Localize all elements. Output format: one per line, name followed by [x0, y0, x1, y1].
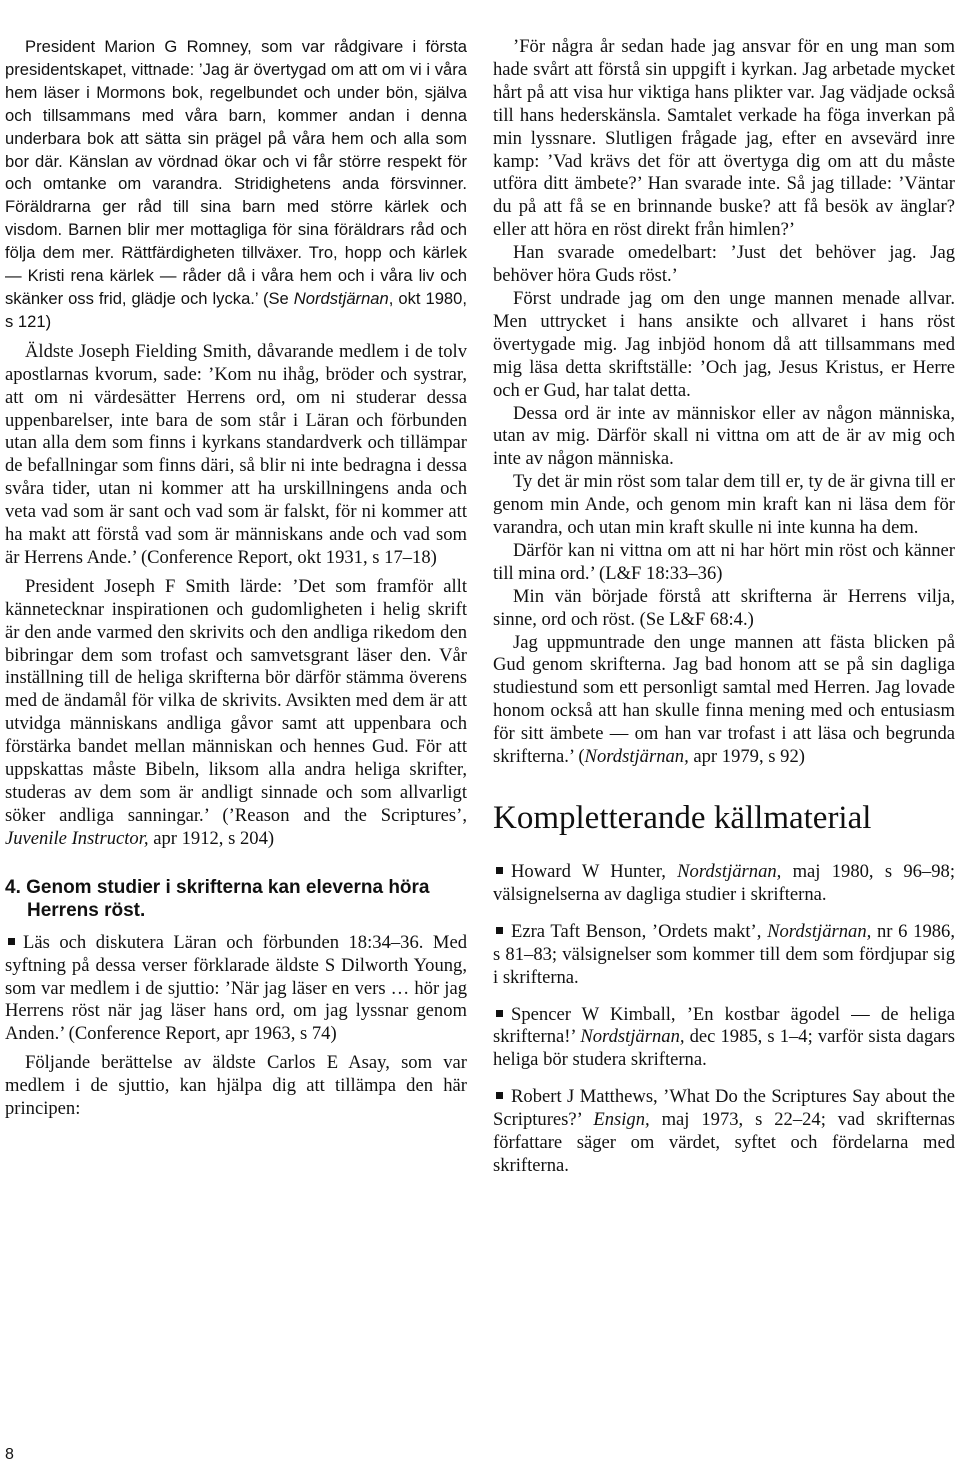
bullet-icon [496, 1092, 503, 1099]
asay-paragraph-7: Min vän började förstå att skrifterna är Herrens vilja, sinne, ord och röst. (Se L&F 68:4.) [493, 585, 955, 630]
reference-item: Howard W Hunter, Nordstjärnan, maj 1980, s 96–98; välsignelserna av dagliga studier i skrifterna. [493, 861, 955, 905]
reference-item: Robert J Matthews, ’What Do the Scriptures Say about the Scriptures?’ Ensign, maj 1973, s 22–24; vad skrifternas författare säger om värdet, syftet och fördelarna med skrifterna. [493, 1086, 955, 1176]
section-heading: 4. Genom studier i skrifterna kan eleverna höra Herrens röst. [5, 876, 430, 921]
asay-paragraph-6: Därför kan ni vittna om att ni har hört min röst och känner till mina ord.’ (L&F 18:33–36) [493, 539, 955, 584]
reference-item: Ezra Taft Benson, ’Ordets makt’, Nordstjärnan, nr 6 1986, s 81–83; välsignelser som kommer till dem som fördjupar sig i skrifterna. [493, 920, 955, 988]
supplementary-title: Kompletterande källmaterial [493, 800, 872, 836]
asay-paragraph-2: Han svarade omedelbart: ’Just det behöver jag. Jag behöver höra Guds röst.’ [493, 242, 955, 287]
asay-intro: Följande berättelse av äldste Carlos E Asay, som var medlem i de sjuttio, kan hjälpa dig att tillämpa den här principen: [5, 1052, 467, 1120]
bullet-icon [496, 867, 503, 874]
bullet-icon [496, 1010, 503, 1017]
asay-paragraph-8: Jag uppmuntrade den unge mannen att fästa blicken på Gud genom skrifterna. Jag bad honom att se på sin dagliga studiestund som ett personligt samtal med Herren. Jag lovade honom också att han skulle finna mening med och entusiasm för sitt ämbete — om han var trofast i att läsa och begrunda skrifterna.’ (Nordstjärnan, apr 1979, s 92) [493, 631, 955, 768]
right-column [493, 36, 955, 1192]
left-column [5, 36, 467, 1121]
romney-quote: President Marion G Romney, som var rådgivare i första presidentskapet, vittnade: ’Jag är övertygad om att om vi i våra hem läser i Mormons bok, regelbundet och under bön, själva och tillsammans med våra barn, kommer andan i denna underbara bok att sätta sin prägel på våra hem och alla som bor där. Känslan av vördnad ökar och vi får större respekt för och omtanke om varandra. Stridighetens anda försvinner. Föräldrarna ger råd till sina barn med större kärlek och visdom. Barnen blir mer mottagliga för sina föräldrars råd och följa dem mer. Rättfärdigheten tillväxer. Tro, hopp och kärlek — Kristi rena kärlek — råder då i våra hem och i våra liv och skänker oss frid, glädje och lycka.’ (Se Nordstjärnan, okt 1980, s 121) [5, 37, 467, 331]
fielding-smith-paragraph: Äldste Joseph Fielding Smith, dåvarande medlem i de tolv apostlarnas kvorum, sade: ’Kom nu ihåg, bröder och systrar, att om ni värdesätter Herrens ord, om ni studerar dessa uppenbarelser, inte bara de som står i Läran och förbunden utan alla dem som finns i kyrkans standardverk och tillämpar de befallningar som finns däri, så blir ni inte bedragna i dessa svåra tider, utan ni kommer att ha urskillningens anda och veta vad som är sant och vad som är falskt, för ni kommer att ha makt att förstå vad som är människans ande och vad som är Herrens Ande.’ (Conference Report, okt 1931, s 17–18) [5, 340, 467, 568]
bullet-icon [496, 927, 503, 934]
page-number: 8 [5, 1446, 14, 1463]
f-smith-paragraph: President Joseph F Smith lärde: ’Det som framför allt kännetecknar inspirationen och gudomligheten i helig skrift är den ande varmed den skrivits och den andliga rikedom den bibringar dem som trofast och samvetsgrant läser den. Vår inställning till de heliga skrifterna bör därför stämma överens med de ändamål för vilka de skrivits. Avsikten med dem är att utvidga människans andliga gåvor samt att uppenbara och förstärka bandet mellan människan och hennes Gud. För att uppskattas måste Bibeln, liksom alla andra heliga skrifter, studeras av dem som är andligt sinnade och som allvarligt söker andliga sanningar.’ (’Reason and the Scriptures’, Juvenile Instructor, apr 1912, s 204) [5, 575, 467, 849]
asay-paragraph-1: ’För några år sedan hade jag ansvar för en ung man som hade svårt att förstå sin uppgift i kyrkan. Jag arbetade mycket hårt på att visa hur viktiga hans plikter var. Jag vädjade också till hans hederskänsla. Samtalet verkade ha föga inverkan på min lyssnare. Slutligen frågade jag, efter en avsevärd inre kamp: ’Vad krävs det för att övertyga dig om att du måste utföra ditt ämbete?’ Han svarade inte. Så jag tillade: ’Väntar du på att få se en brinnande buske? att få besök av änglar? eller att höra en röst direkt från himlen?’ [493, 36, 955, 241]
reference-item: Spencer W Kimball, ’En kostbar ägodel — de heliga skrifterna!’ Nordstjärnan, dec 1985, s 1–4; varför sista dagars heliga bör studera skrifterna. [493, 1003, 955, 1071]
asay-paragraph-5: Ty det är min röst som talar dem till er, ty de är givna till er genom min Ande, och genom min kraft kan ni läsa dem för varandra, och utan min kraft skulle ni inte kunna ha dem. [493, 471, 955, 539]
asay-paragraph-3: Först undrade jag om den unge mannen menade allvar. Men uttrycket i hans ansikte och allvaret i hans röst övertygade mig. Jag inbjöd honom då att tillsammans med mig läsa detta skriftställe: ’Och jag, Jesus Kristus, er Herre och er Gud, har talat detta. [493, 287, 955, 401]
bullet-icon [8, 938, 15, 945]
bullet-paragraph: Läs och diskutera Läran och förbunden 18:34–36. Med syftning på dessa verser förklarade äldste S Dilworth Young, som var medlem i de sjuttio: ’När jag läser en vers … hör jag Herrens röst när jag läser hans ord, om jag lyssnar genom Anden.’ (Conference Report, apr 1963, s 74) [5, 931, 467, 1045]
asay-paragraph-4: Dessa ord är inte av människor eller av någon människa, utan av mig. Därför skall ni vittna om att de är av mig och inte av någon människa. [493, 402, 955, 470]
